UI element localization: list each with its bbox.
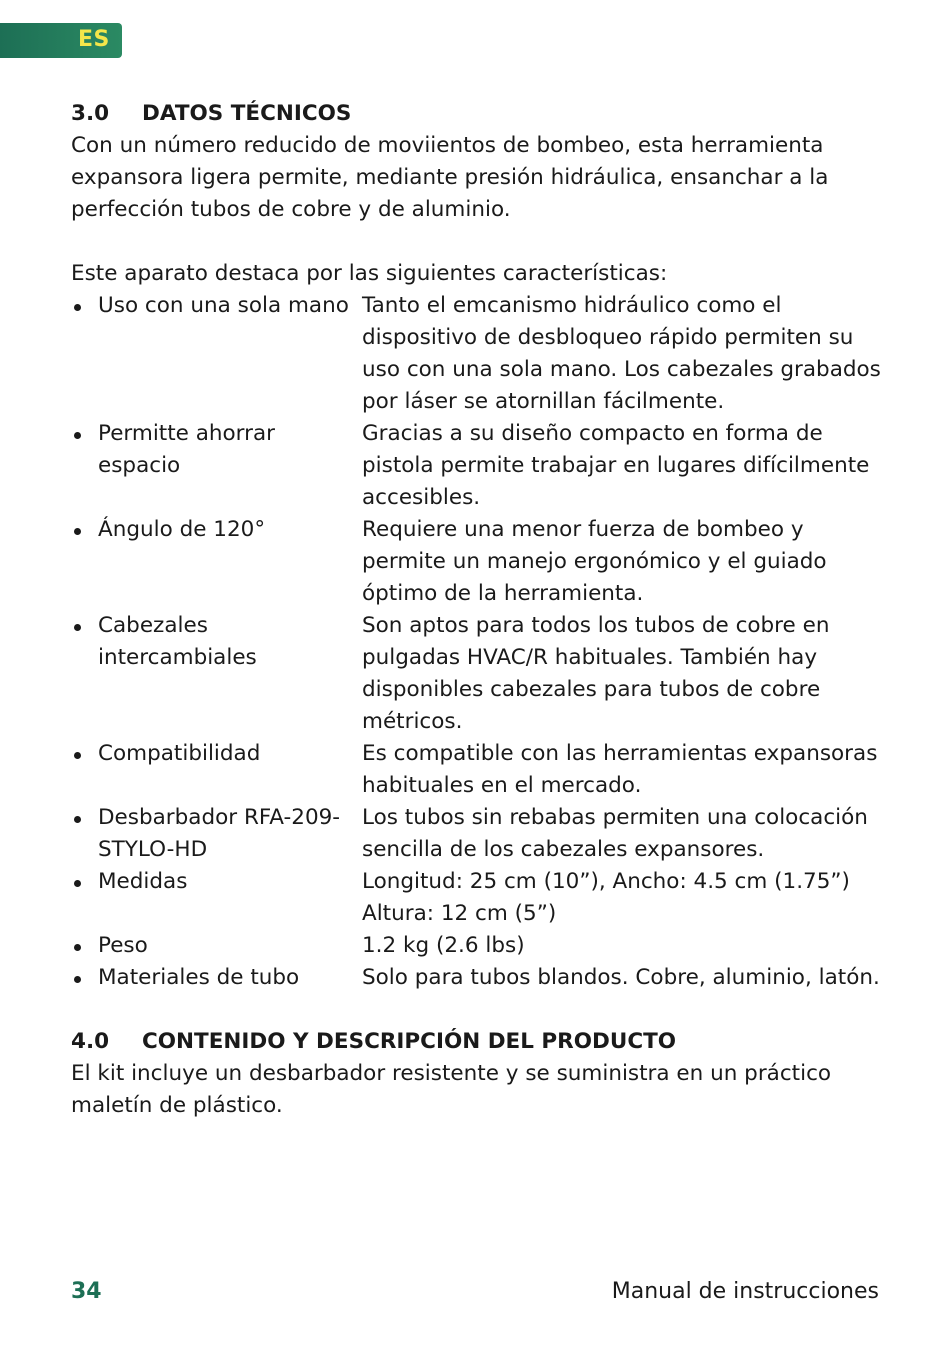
feature-item [71, 802, 881, 866]
feature-description: Requiere una menor fuerza de bombeo y permite un manejo ergonómico y el guiado óptimo de la herramienta. [362, 517, 827, 606]
feature-description: Gracias a su diseño compacto en forma de pistola permite trabajar en lugares difícilmente accesibles. [362, 421, 870, 510]
feature-item [71, 738, 881, 802]
bullet-icon [71, 866, 98, 930]
feature-name: Compatibilidad [98, 741, 261, 766]
section-4-title: CONTENIDO Y DESCRIPCIÓN DEL PRODUCTO [142, 1029, 677, 1054]
feature-item [71, 866, 881, 930]
section-3-intro: Con un número reducido de moviientos de bombeo, esta herramienta expansora ligera permite, mediante presión hidráulica, ensanchar a la perfección tubos de cobre y de aluminio. [71, 133, 829, 222]
feature-name: Uso con una sola mano [98, 293, 349, 318]
feature-item [71, 418, 881, 514]
feature-description: 1.2 kg (2.6 lbs) [362, 933, 525, 958]
section-4-heading [71, 1026, 881, 1058]
feature-description: Longitud: 25 cm (10”), Ancho: 4.5 cm (1.75”) Altura: 12 cm (5”) [362, 869, 850, 926]
features-lead: Este aparato destaca por las siguientes características: [71, 261, 668, 286]
feature-description: Los tubos sin rebabas permiten una colocación sencilla de los cabezales expansores. [362, 805, 868, 862]
feature-name: Cabezales intercambiales [98, 613, 257, 670]
feature-description: Es compatible con las herramientas expansoras habituales en el mercado. [362, 741, 878, 798]
feature-description: Solo para tubos blandos. Cobre, aluminio, latón. [362, 965, 880, 990]
section-3-heading [71, 98, 881, 130]
language-tab [0, 23, 122, 58]
bullet-icon [71, 962, 98, 994]
feature-item [71, 514, 881, 610]
bullet-icon [71, 290, 98, 418]
feature-item [71, 610, 881, 738]
section-3-number: 3.0 [71, 101, 110, 126]
feature-name: Peso [98, 933, 148, 958]
feature-description: Son aptos para todos los tubos de cobre en pulgadas HVAC/R habituales. También hay disponibles cabezales para tubos de cobre métricos. [362, 613, 830, 734]
feature-item [71, 930, 881, 962]
section-4-text: El kit incluye un desbarbador resistente y se suministra en un práctico maletín de plástico. [71, 1061, 832, 1118]
feature-item [71, 290, 881, 418]
page-content [71, 98, 881, 1122]
feature-name: Medidas [98, 869, 188, 894]
section-3-title: DATOS TÉCNICOS [142, 101, 352, 126]
section-4-number: 4.0 [71, 1029, 110, 1054]
feature-list [71, 290, 881, 994]
bullet-icon [71, 418, 98, 514]
feature-description: Tanto el emcanismo hidráulico como el dispositivo de desbloqueo rápido permiten su uso con una sola mano. Los cabezales grabados por láser se atornillan fácilmente. [362, 293, 881, 414]
bullet-icon [71, 514, 98, 610]
bullet-icon [71, 738, 98, 802]
page-number: 34 [71, 1279, 102, 1304]
feature-name: Ángulo de 120° [98, 517, 266, 542]
language-label: ES [78, 27, 110, 52]
feature-name: Permitte ahorrar espacio [98, 421, 275, 478]
bullet-icon [71, 610, 98, 738]
feature-name: Materiales de tubo [98, 965, 300, 990]
manual-title: Manual de instrucciones [611, 1279, 879, 1304]
feature-item [71, 962, 881, 994]
bullet-icon [71, 802, 98, 866]
bullet-icon [71, 930, 98, 962]
feature-name: Desbarbador RFA-209-STYLO-HD [98, 805, 341, 862]
